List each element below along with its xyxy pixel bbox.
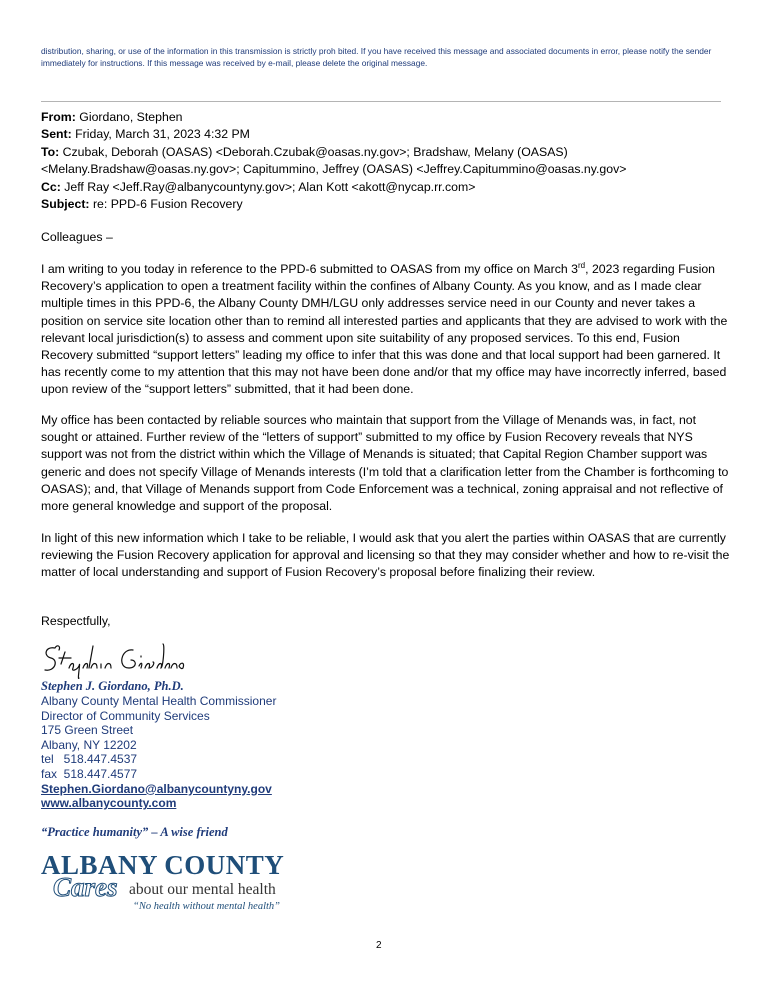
header-divider [41, 101, 721, 102]
fax: fax 518.447.4577 [41, 766, 138, 781]
greeting: Colleagues – [41, 230, 113, 244]
from-line [41, 109, 731, 126]
telephone: tel 518.447.4537 [41, 752, 138, 767]
page-number: 2 [376, 940, 382, 951]
sent-line [41, 126, 731, 143]
to-label: To: [41, 144, 60, 159]
cc-label: Cc: [41, 179, 61, 194]
signature-name: Stephen J. Giordano, Ph.D. [41, 679, 184, 693]
paragraph-3: In light of this new information which I take to be reliable, I would ask that you alert the parties within OASAS that are currently reviewing the Fusion Recovery application for approval and licensing so that they may consider whether and how to re-visit the matter of local understanding and support of Fusion Recovery’s proposal before finalizing their review. [41, 531, 730, 580]
paragraph-1-part-2: , 2023 regarding Fusion Recovery’s application to open a treatment facility within the confines of Albany County. As you know, and as I made clear multiple times in this PPD-6, the Albany County DMH/LGU only addresses service need in our County and never takes a position on service site location other than to remind all interested parties and applicants that they are advised to work with the relevant local jurisdiction(s) to assess and comment upon site suitability of any proposed services. To this end, Fusion Recovery submitted “support letters” leading my office to infer that this was done and that local support had been garnered. It has recently come to my attention that this may not have been done and/or that my office may have incorrectly inferred, based upon review of the “support letters” submitted, that it had been done. [41, 262, 728, 397]
to-line-cont [41, 161, 731, 178]
subject-label: Subject: [41, 197, 90, 212]
logo-tagline: “No health without mental health” [133, 901, 281, 912]
email-link[interactable]: Stephen.Giordano@albanycountyny.gov [41, 781, 272, 796]
logo-county-text: ALBANY COUNTY [41, 850, 285, 880]
confidentiality-disclaimer: distribution, sharing, or use of the information in this transmission is strictly proh bited. If you have received this message and associated documents in error, please notify the sender immediately for instructions. If this message was received by e-mail, please delete the original message. [41, 46, 712, 68]
to-line [41, 144, 731, 161]
subject-value: re: PPD-6 Fusion Recovery [92, 197, 243, 212]
signature-quote: “Practice humanity” – A wise friend [41, 825, 228, 839]
address-line-2: Albany, NY 12202 [41, 737, 137, 752]
from-value: Giordano, Stephen [79, 110, 183, 124]
paragraph-2: My office has been contacted by reliable sources who maintain that support from the Village of Menands was, in fact, not sought or attained. Further review of the “letters of support” submitted to my office by Fusion Recovery reveals that NYS support was not from the district within which the Village of Menands is situated; that Capital Region Chamber support was generic and does not specify Village of Menands interests (I’m told that a clarification letter from the Chamber is forthcoming to OASAS); and, that Village of Menands support from Code Enforcement was a technical, zoning appraisal and not reflective of more general knowledge and support of the proposal. [41, 413, 729, 514]
email-headers [41, 109, 731, 213]
website-link[interactable]: www.albanycounty.com [41, 796, 177, 811]
contact-block [41, 694, 276, 811]
to-value-1: Czubak, Deborah (OASAS) <Deborah.Czubak@oasas.ny.gov>; Bradshaw, Melany (OASAS) [62, 144, 568, 159]
albany-county-cares-logo [41, 850, 331, 915]
logo-about-text: about our mental health [129, 881, 276, 898]
sent-label: Sent: [41, 127, 72, 142]
subject-line [41, 196, 731, 213]
paragraph-1-superscript: rd [577, 260, 586, 270]
handwritten-signature [41, 638, 191, 680]
from-label: From: [41, 110, 76, 124]
paragraph-1-part-1: I am writing to you today in reference to the PPD-6 submitted to OASAS from my office on March 3 [41, 262, 578, 276]
cc-line [41, 179, 731, 196]
paragraph-1 [41, 261, 731, 399]
address-line-1: 175 Green Street [41, 723, 134, 738]
sent-value: Friday, March 31, 2023 4:32 PM [75, 127, 250, 142]
title-line-1: Albany County Mental Health Commissioner [41, 694, 277, 708]
closing: Respectfully, [41, 614, 111, 628]
to-value-2: <Melany.Bradshaw@oasas.ny.gov>; Capitummino, Jeffrey (OASAS) <Jeffrey.Capitummino@oasas.ny.gov> [41, 162, 627, 177]
logo-cares-text: Cares [53, 872, 118, 902]
title-line-2: Director of Community Services [41, 708, 210, 723]
cc-value: Jeff Ray <Jeff.Ray@albanycountyny.gov>; Alan Kott <akott@nycap.rr.com> [64, 179, 476, 194]
